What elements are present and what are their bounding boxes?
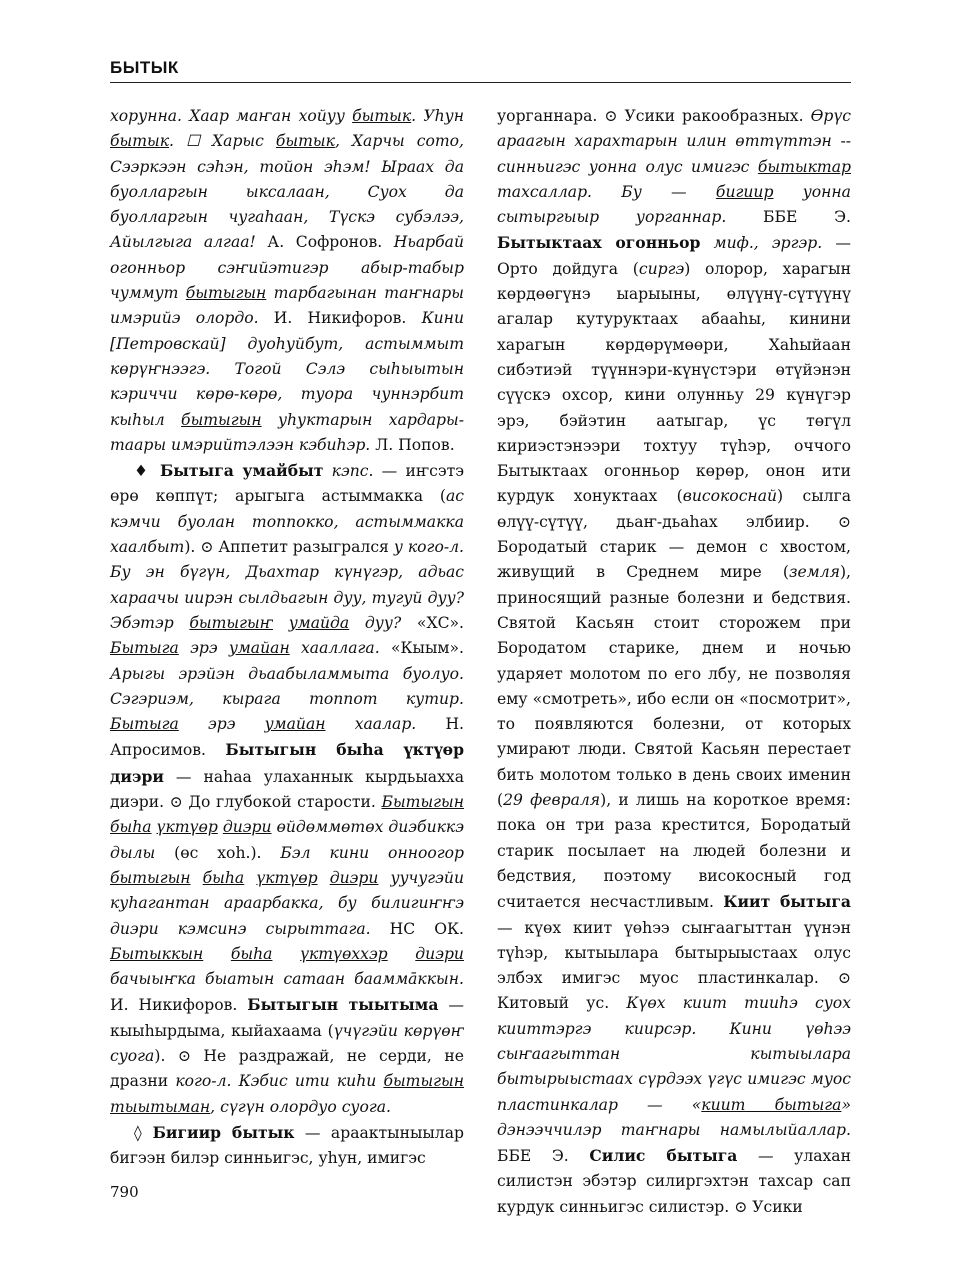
text-run: хаалар. [325,715,446,734]
text-run: ас кэмчи буолан топпокко, астыммакка хаалбыт [110,487,464,557]
text-run: үктүөр [256,868,318,887]
text-run: киит бытыга [701,1095,842,1114]
text-run: умайан [264,715,326,734]
running-header [110,58,851,83]
text-run: бигиир [715,182,774,201]
text-run: Кини [Петровскай] дуоһуйбут, астыммыт көрүҥнээгэ. Тогой Сэлэ сыһыытын кэриччи көрө-көрө, туора чуннэрбит кыһыл [110,309,464,429]
text-run: — улахан силистэн эбэтэр силиргэхтэн тахсар сап курдук синньигэс силистэр. ⊙ Усики [497,1147,852,1216]
text-run: ) олорор, харагын көрдөөгүнэ ыарыыны, өлүүнү-сүтүүнү агалар кутуруктаах абааһы, кинини харагын көрдөрүмөөри, Хаһыйаан сибэтиэй түүннэри-күнүстэри өтүйэнэн сүүскэ охсор, кини олунньу 29 күнүгэр эрэ, бэйэтин аатыгар, үс төгүл кириэстэнээри тохтуу түһэр, оччого Бытыктаах огонньор көрөр, онон ити курдук хонуктаах ( [497,259,851,506]
text-run: кэпс. [323,462,382,481]
text-run [203,945,231,963]
text-run: 29 февраля [503,791,601,810]
text-run: . Уһун [411,107,464,125]
text-run: бытыгын [181,410,262,429]
text-run: , сүгүн олордуо суога. [210,1097,391,1116]
text-run: бытыктар [757,157,851,176]
headword: Силис бытыга [589,1146,738,1166]
text-run: Күөх киит тииһэ суох кииттэргэ киирсэр. Кини үөһээ сыҥаагыттан кытыылара бытырыыстаах сүрдээх үгүс имигэс муос пластинкалар — « [497,994,851,1114]
text-run: Бэл кини онноогор [280,843,465,862]
text-run: — араактыныылар бигээн билэр синньигэс, уһун, имигэс [110,1123,464,1168]
headword: Бытыктаах огонньор [497,233,701,253]
text-run: ББЕ Э. [763,208,851,227]
text-run: өйдөммөтөх диэбиккэ дылы [110,818,464,862]
text-run: А. Софронов. [267,233,394,252]
text-run: ). ⊙ Не раздражай, не серди, не дразни [110,1046,464,1091]
text-run: быһа [110,818,152,837]
text-run: умайан [228,639,290,658]
text-run: ББЕ Э. [497,1147,590,1166]
headword: Бытыгын быһа үктүөр диэри [110,740,464,786]
text-run: тарбагынан таҥнары имэрийэ олордо. [110,284,464,328]
text-run [273,614,289,632]
text-run: Ньарбай огонньор сэҥийэтигэр абыр-табыр чуммут [110,233,465,303]
text-run: тахсаллар. Бу — [497,182,716,201]
text-run: Л. Попов. [375,435,455,454]
text-run [191,869,203,887]
text-run: ), приносящий разные болезни и бедствия. Святой Касьян стоит сторожем при Бородатом старике, днем и ночью ударяет молотом по его лбу, не позволяя ему «смотреть», ибо если он «посмотрит», то появляются болезни, от которых умирают люди. Святой Касьян перестает бить молотом только в день своих именин ( [497,563,851,810]
text-run: уорганнара. ⊙ Усики ракообразных. [497,107,811,125]
text-run [318,869,330,887]
paragraph [110,458,464,1120]
text-run: ) сылга өлүү-сүтүү, дьаҥ-дьаһах элбиир. ⊙ Бородатый старик — демон с хвостом, живущий в Среднем мире ( [497,487,852,582]
text-run: — күөх киит үөһээ сыҥаагыттан үүнэн түһэр, кытыылара бытырыыстаах олус элбэх имигэс муос пластинкалар. ⊙ Китовый ус. [497,918,851,1013]
text-run: үктүөххэр [300,944,388,963]
text-run: хорунна. Хаар маҥан хойуу [110,107,353,125]
text-run: И. Никифоров. [273,309,422,328]
text-run: бытыгын [110,868,191,887]
text-run: диэри [415,944,464,963]
headword: Киит бытыга [723,892,851,912]
text-run [244,869,256,887]
text-run: Бытыга [110,715,179,734]
text-run: Өрүс араагын харахтарын илин өттүттэн -- синньигэс уонна олус имигэс [497,107,851,176]
text-run [272,945,300,963]
text-run: НС ОК. [389,919,465,938]
text-run: Бытыккын [110,944,204,963]
text-run: бытык [352,107,412,125]
text-run: дуу? [349,613,417,632]
text-run: эрэ [178,639,229,658]
text-run: хааллага. [289,639,391,658]
text-run: бытык [275,132,335,151]
text-run: — наһаа улаханнык кырдьыаххa диэри. ⊙ До глубокой старости. [110,767,464,812]
text-run: . ☐ Харыс [169,132,276,151]
text-run [388,945,416,963]
text-run: бытыгыҥ [189,613,274,632]
text-run: умайда [288,613,350,632]
text-run: диэри [222,818,272,837]
text-run: үктүөр [156,818,218,837]
text-run: тыытыман [110,1097,211,1116]
text-run: И. Никифоров. [110,996,248,1015]
paragraph [497,104,851,1220]
headword: ◊ Бигиир бытык [134,1122,295,1142]
page-number: 790 [110,1183,139,1201]
text-run: миф., эргэр. [700,234,836,253]
text-run: земля [789,563,840,582]
text-run: бытыгын [383,1072,464,1091]
paragraph [110,104,464,458]
text-run: «Кыым». [390,639,464,658]
text-run: у кого-л. Бу эн бүгүн, Дьахтар күнүгэр, адьас хараачы иирэн сылдьагын дуу, тугуй дуу? Эбэтэр [110,538,464,632]
header-title: БЫТЫК [110,58,179,77]
text-run: ), и лишь на короткое время: пока он три раза крестится, Бородатый старик посылает на людей болезни и бедствия, поэтому високосный год считается несчастливым. [497,791,852,912]
left-column [110,104,464,1171]
text-run: Бытыга [110,639,179,658]
text-run: бытыгын [185,284,267,303]
text-run: үчүгэйи көрүөҥ суога [110,1021,464,1065]
right-column [497,104,851,1220]
text-run: ). ⊙ Аппетит разыгрался [184,538,394,557]
text-run: бытык [110,132,170,151]
text-run: сиргэ [638,259,685,278]
text-run: — Орто дойдуга ( [497,234,851,278]
text-run: Н. Апросимов. [110,715,464,760]
text-run: високоснай [682,487,778,506]
text-run: Арыгы эрэйэн дьаабыламмыта буолуо. Сэгэриэм, кырага топпот кутир. [110,664,464,708]
text-run: диэри [329,868,379,887]
text-run: «ХС». [416,613,464,632]
text-run: уучугэйи куһагантан араарбакка, бу билигиҥҥэ диэри кэмсинэ сырыттага. [110,868,464,938]
text-run: (өс хоһ.). [174,843,281,862]
text-run: быһа [202,868,245,887]
text-run: уһуктарын хардары-таары имэрийтэлээн кэбиһэр. [110,410,464,454]
headword: ♦ Бытыга умайбыт [134,461,324,481]
headword: Бытыгын тыытыма [247,995,439,1015]
text-run: , Харчы сото, Сээркээн сэһэн, тойон эһэм! Ыраах да буолларгын ыксалаан, Суох да буолларгын чугаһаан, Түскэ субэлээ, Айылгыга алгаа! [110,132,465,252]
text-run: » дэнээччилэр таҥнары намылыйаллар. [497,1095,852,1139]
text-run: быһа [230,944,273,963]
text-run: — иҥсэтэ өрө көппүт; арыгыга астыммакка ( [110,462,464,506]
text-run: бачыыҥка быатын сатаан баамма̄ккын. [110,970,464,989]
text-run: эрэ [178,715,265,734]
text-run: уонна сытыргыыр уорганнар. [497,182,851,227]
text-run: кого-л. Кэбис ити киһи [175,1072,384,1091]
paragraph [110,1120,464,1172]
text-run: Бытыгын [381,793,464,812]
text-run: — кыыһырдыма, кыйахаама ( [110,996,464,1040]
